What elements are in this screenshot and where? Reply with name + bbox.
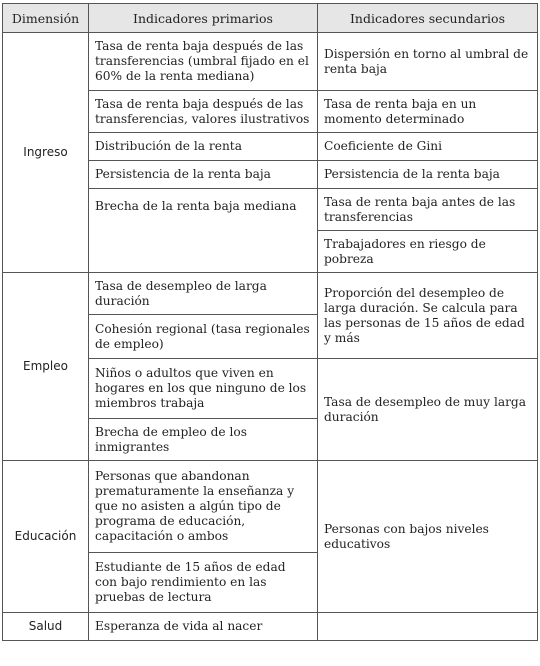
dimension-educacion: Educación [3,461,89,613]
header-secondary: Indicadores secundarios [318,4,538,33]
primary-cell: Personas que abandonan prematuramente la enseñanza y que no asisten a algún tipo de programa de educación, capacitación o ambos [89,461,318,553]
secondary-cell: Tasa de renta baja antes de las transferencias [318,189,538,231]
primary-cell: Brecha de la renta baja mediana [89,189,318,273]
primary-cell: Brecha de empleo de los inmigrantes [89,419,318,461]
dimension-salud: Salud [3,613,89,641]
primary-cell: Distribución de la renta [89,133,318,161]
header-dimension: Dimensión [3,4,89,33]
primary-cell: Tasa de desempleo de larga duración [89,273,318,315]
primary-cell: Tasa de renta baja después de las transferencias (umbral fijado en el 60% de la renta mediana) [89,33,318,91]
secondary-cell: Personas con bajos niveles educativos [318,461,538,613]
primary-cell: Persistencia de la renta baja [89,161,318,189]
table-wrapper [2,3,538,641]
secondary-cell: Dispersión en torno al umbral de renta baja [318,33,538,91]
secondary-cell: Coeficiente de Gini [318,133,538,161]
primary-cell: Tasa de renta baja después de las transferencias, valores ilustrativos [89,91,318,133]
indicators-table [2,3,538,641]
table-row [3,461,538,553]
header-primary: Indicadores primarios [89,4,318,33]
secondary-cell: Proporción del desempleo de larga duración. Se calcula para las personas de 15 años de edad y más [318,273,538,359]
secondary-cell: Tasa de renta baja en un momento determinado [318,91,538,133]
primary-cell: Cohesión regional (tasa regionales de empleo) [89,315,318,359]
secondary-cell: Persistencia de la renta baja [318,161,538,189]
primary-cell: Niños o adultos que viven en hogares en los que ninguno de los miembros trabaja [89,359,318,419]
dimension-ingreso: Ingreso [3,33,89,273]
table-row [3,33,538,91]
dimension-empleo: Empleo [3,273,89,461]
table-row [3,273,538,315]
table-row [3,613,538,641]
secondary-cell: Tasa de desempleo de muy larga duración [318,359,538,461]
secondary-cell: Trabajadores en riesgo de pobreza [318,231,538,273]
primary-cell: Estudiante de 15 años de edad con bajo rendimiento en las pruebas de lectura [89,553,318,613]
header-row [3,4,538,33]
primary-cell: Esperanza de vida al nacer [89,613,318,641]
secondary-cell [318,613,538,641]
